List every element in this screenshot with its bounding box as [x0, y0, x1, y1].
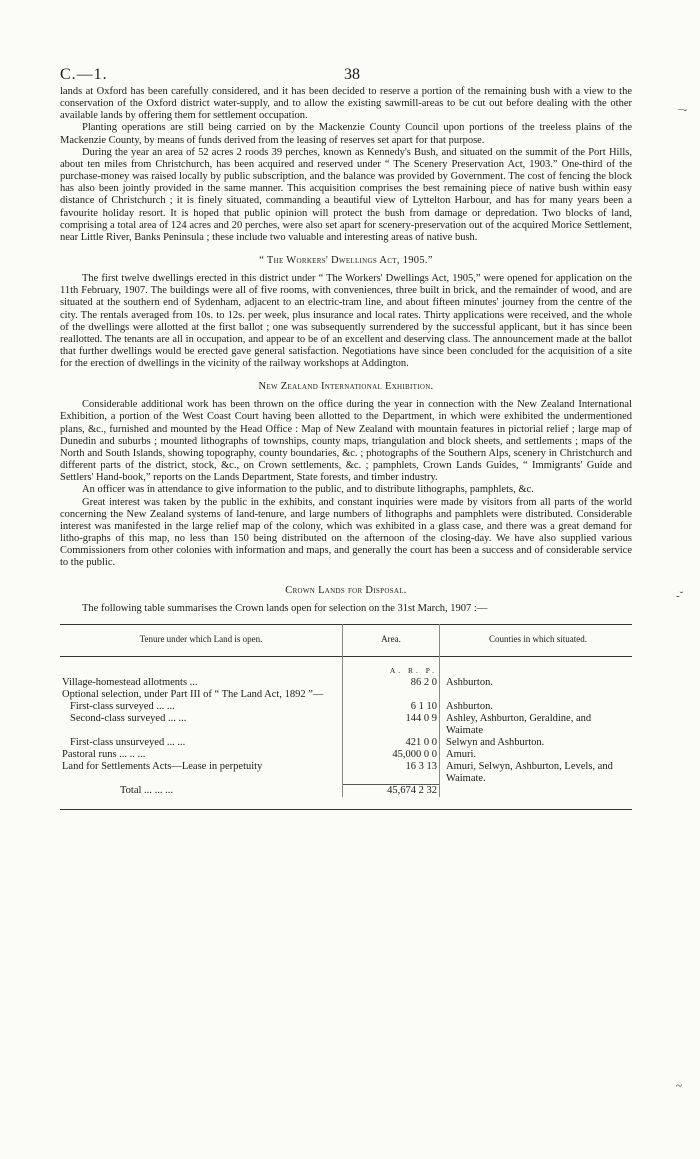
- margin-mark: ~: [676, 1080, 682, 1092]
- column-header-counties: Counties in which situated.: [489, 633, 587, 644]
- area-cell: 45,000 0 0: [343, 749, 440, 761]
- tenure-cell: First-class unsurveyed: [70, 736, 165, 748]
- paragraph: Great interest was taken by the public in the exhibits, and constant inquiries were made by visitors from all parts of the world concerning the New Zealand systems of land-tenure, and large numbers of lithographs and pamphlets were distributed. Considerable interest was manifested in the large relief map of the colony, which was exhibited in a glass case, and there was a great demand for litho-graphs of this map, no less than 150 being distributed on the afternoon of the closing-day. We have also supplied various Commissioners from other colonies with information and maps, and generally the court has been a success and of considerable service to the public.: [60, 496, 632, 569]
- paragraph: During the year an area of 52 acres 2 roods 39 perches, known as Kennedy's Bush, and situated on the summit of the Port Hills, about ten miles from Christchurch, has been acquired and reserved under “ The Scenery Preservation Act, 1903.” One-third of the purchase-money was raised locally by public subscription, and the balance was provided by Government. The cost of fencing the block has also been jointly provided in the same manner. This acquisition comprises the best remaining piece of native bush within easy distance of Christchurch ; it is finely situated, commanding a beautiful view of Lyttelton Harbour, and has for many years been a favourite holiday resort. It is hoped that public opinion will protect the bush from damage or depredation. Two blocks of land, comprising a total area of 124 acres and 20 perches, were also set apart for scenery-preservation out of the acquired Morice Settlement, near Little River, Banks Peninsula ; these include two valuable and interesting areas of native bush.: [60, 146, 632, 243]
- paragraph: Considerable additional work has been thrown on the office during the year in connection with the New Zealand International Exhibition, a portion of the West Coast Court having been allotted to the Department, in which were exhibited the undermentioned plans, &c., furnished and mounted by the Head Office : Map of New Zealand with mountain features in pictorial relief ; large map of Dunedin and suburbs ; mounted lithographs of townships, county maps, triangulation and block sheets, and settlements ; maps of the North and South Islands, showing topography, county boundaries, &c. ; photographs of the Southern Alps, scenery in Christchurch and different parts of the district, stock, &c., on Crown settlements, &c. ; pamphlets, Crown Lands Guides, “ Immigrants' Guide and Settlers' Hand-book,” reports on the Lands Department, State forests, and timber industry.: [60, 399, 632, 484]
- paragraph: The first twelve dwellings erected in this district under “ The Workers' Dwellings Act, 1905,” were opened for application on the 11th February, 1907. The buildings were all of five rooms, with conveniences, three built in brick, and the remainder of wood, and are situated at the southern end of Sydenham, adjacent to an electric-tram line, and about fifteen minutes' journey from the centre of the city. The rentals averaged from 10s. to 12s. per week, plus insurance and local rates. Thirty applications were received, and the whole of the dwellings were allotted at the first ballot ; one was subsequently surrendered by the successful applicant, but it has since been reallotted. The tenants are all in occupation, and appear to be of an excellent and deserving class. The announcement made at the ballot that further dwellings would be erected gave general satisfaction. Negotiations have since been concluded for the acquisition of a site for the erection of dwellings in the vicinity of the railway workshops at Addington.: [60, 273, 632, 370]
- column-header-tenure: Tenure under which Land is open.: [60, 624, 343, 656]
- margin-mark: -ˇ: [676, 590, 684, 602]
- margin-mark: ¯ˇ: [678, 108, 688, 120]
- section-heading: “ The Workers' Dwellings Act, 1905.”: [259, 255, 433, 267]
- dot-leader: ... .. ...: [119, 748, 146, 760]
- tenure-cell: Second-class surveyed: [70, 712, 166, 724]
- area-cell: 16 3 13: [343, 761, 440, 785]
- tenure-cell: First-class surveyed: [70, 700, 154, 712]
- crown-lands-table: [60, 624, 632, 798]
- tenure-cell: Pastoral runs: [62, 748, 117, 760]
- document-code: C.—1.: [60, 66, 108, 83]
- tenure-cell: Optional selection, under Part III of “ The Land Act, 1892 ”—: [60, 689, 343, 701]
- area-cell: 6 1 10: [343, 701, 440, 713]
- area-units: A. R. P.: [389, 665, 437, 675]
- table-row: [60, 761, 632, 785]
- table-row: [60, 689, 632, 701]
- table-row: [60, 713, 632, 737]
- paragraph: Planting operations are still being carried on by the Mackenzie County Council upon portions of the treeless plains of the Mackenzie County, by means of funds derived from the leasing of reserves set apart for that purpose.: [60, 122, 632, 146]
- dot-leader: ...: [189, 676, 198, 688]
- tenure-cell: Land for Settlements Acts—Lease in perpetuity: [60, 761, 343, 785]
- table-total-row: [60, 785, 632, 798]
- paragraph: The following table summarises the Crown lands open for selection on the 31st March, 1907 :—: [82, 603, 488, 615]
- total-area: 45,674 2 32: [343, 785, 440, 798]
- counties-cell: Amuri, Selwyn, Ashburton, Levels, and Waimate.: [446, 760, 613, 784]
- page-header: [60, 66, 632, 86]
- table-row: [60, 737, 632, 749]
- area-cell: 86 2 0: [343, 677, 440, 689]
- counties-cell: Ashley, Ashburton, Geraldine, and Waimate: [446, 712, 592, 736]
- dot-leader: ... ...: [154, 784, 173, 796]
- column-header-area: Area.: [343, 624, 440, 656]
- dot-leader: ... ...: [166, 736, 186, 748]
- dot-leader: ... ...: [156, 700, 175, 712]
- counties-cell: Ashburton.: [446, 700, 493, 712]
- table-row: [60, 749, 632, 761]
- page-number: 38: [344, 66, 360, 83]
- dot-leader: ... ...: [167, 712, 187, 724]
- tenure-cell: Village-homestead allotments: [62, 676, 188, 688]
- table-bottom-rule: [60, 797, 632, 810]
- table-row: [60, 701, 632, 713]
- counties-cell: Amuri.: [446, 748, 477, 760]
- counties-cell: Selwyn and Ashburton.: [446, 736, 545, 748]
- table-row: [60, 677, 632, 689]
- area-cell: 421 0 0: [343, 737, 440, 749]
- area-cell: 144 0 9: [343, 713, 440, 737]
- total-label: Total ...: [120, 784, 152, 796]
- document-page: [60, 66, 632, 810]
- section-heading: New Zealand International Exhibition.: [258, 381, 434, 393]
- counties-cell: Ashburton.: [446, 676, 493, 688]
- paragraph: An officer was in attendance to give information to the public, and to distribute lithographs, pamphlets, &c.: [82, 484, 534, 496]
- paragraph: lands at Oxford has been carefully considered, and it has been decided to reserve a portion of the remaining bush with a view to the conservation of the Oxford district water-supply, and to allow the existing sawmill-areas to be cut out before dealing with the other available lands by offering them for settlement occupation.: [60, 86, 632, 122]
- section-heading: Crown Lands for Disposal.: [285, 585, 407, 597]
